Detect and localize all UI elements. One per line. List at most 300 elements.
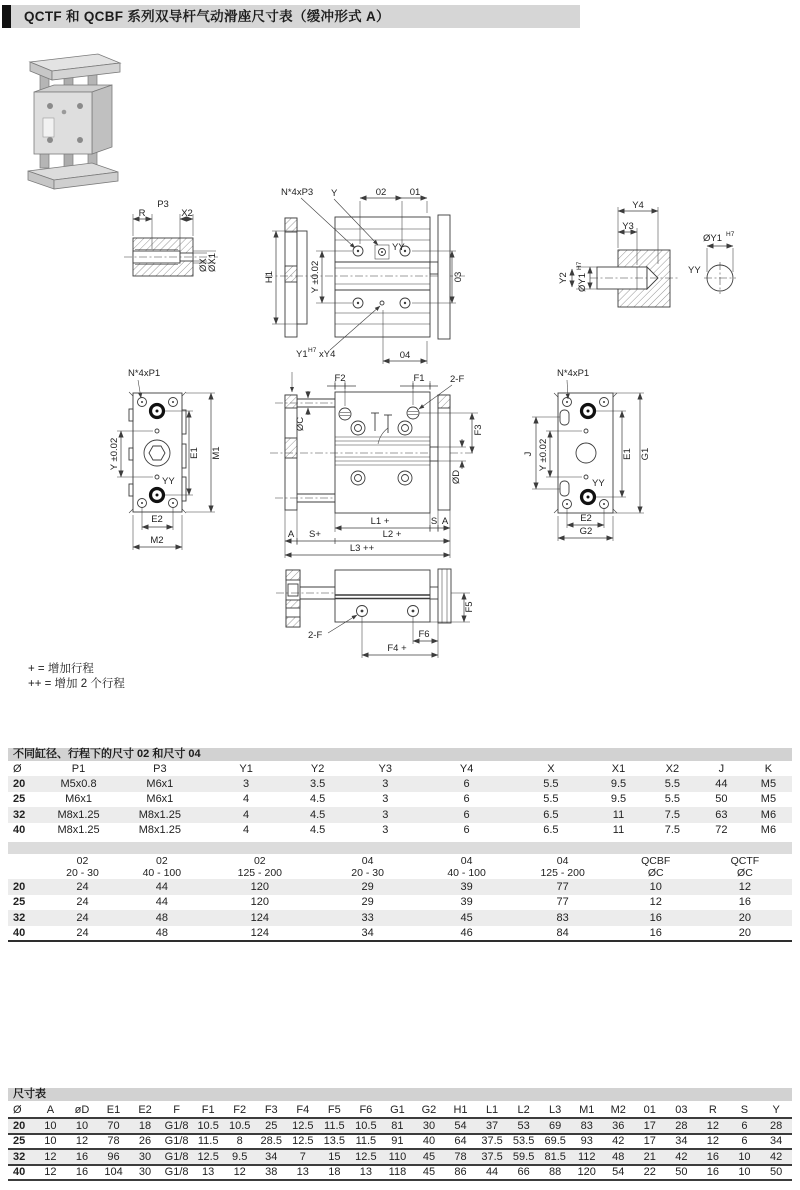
dimension-cell: M6x1 <box>65 793 92 806</box>
dimension-cell: 24 <box>76 896 89 909</box>
column-header: QCBF ØC <box>641 855 671 879</box>
dim-label-dia-x: ØX <box>198 258 209 272</box>
dimension-cell: 44 <box>155 896 168 909</box>
dimension-cell: 12.5 <box>197 1150 219 1163</box>
column-header: P1 <box>71 762 86 775</box>
page-header <box>2 5 580 28</box>
bore-size-cell: 40 <box>13 824 26 837</box>
column-header: Y2 <box>310 762 325 775</box>
table-row <box>8 910 792 926</box>
column-header: A <box>46 1103 55 1116</box>
dimension-cell: 6 <box>741 1119 748 1132</box>
dimension-cell: M8x1.25 <box>57 824 100 837</box>
dimension-cell: 3 <box>382 824 389 837</box>
column-header: K <box>764 762 773 775</box>
dimension-cell: 120 <box>577 1166 596 1179</box>
dimension-cell: 10 <box>44 1119 57 1132</box>
dimension-cell: 7.5 <box>664 824 681 837</box>
dimension-cell: 6 <box>463 824 470 837</box>
dimension-cell: 10 <box>649 880 662 893</box>
dimension-cell: 28.5 <box>260 1135 282 1148</box>
dim-label-e2: E2 <box>580 513 592 524</box>
dimension-cell: 30 <box>138 1166 152 1179</box>
dimension-cell: 10 <box>75 1119 89 1132</box>
dimension-cell: 53 <box>517 1119 530 1132</box>
bore-size-cell: 32 <box>13 1150 26 1163</box>
dimension-cell: 12 <box>706 1135 720 1148</box>
dimension-cell: 22 <box>643 1166 656 1179</box>
dim-label-h1: H1 <box>264 270 275 284</box>
column-header: 04 40 - 100 <box>447 855 486 879</box>
column-header: F2 <box>233 1103 247 1116</box>
dimension-cell: 10 <box>738 1150 751 1163</box>
dimension-cell: 12 <box>706 1119 720 1132</box>
datum-label-yy: YY <box>688 265 701 276</box>
dim-label-a: A <box>441 516 449 527</box>
column-header: Y1 <box>239 762 253 775</box>
bore-size-cell: 25 <box>13 896 26 909</box>
dimension-cell: 91 <box>391 1135 404 1148</box>
dimension-cell: 16 <box>738 896 752 909</box>
dimension-cell: 3 <box>382 777 389 790</box>
dimension-cell: 6 <box>463 793 470 806</box>
dimension-cell: 69.5 <box>544 1135 566 1148</box>
dimension-cell: 53.5 <box>512 1135 535 1148</box>
dimension-cell: M8x1.25 <box>57 808 100 821</box>
dim-label-f4: F4 + <box>387 643 407 654</box>
dimension-cell: 10.5 <box>228 1119 251 1132</box>
column-header: 03 <box>675 1103 688 1116</box>
dimension-cell: 10.5 <box>197 1119 219 1132</box>
dim-label-y-tol: Y ±0.02 <box>310 260 321 294</box>
dimension-cell: 40 <box>422 1135 436 1148</box>
dimension-cell: M6 <box>760 808 777 821</box>
svg-text:H7: H7 <box>576 261 583 270</box>
datum-label-yy: YY <box>162 476 175 487</box>
dimension-cell: 20 <box>738 911 752 924</box>
dim-label-n4xp1: N*4xP1 <box>557 368 590 379</box>
main-dimension-table <box>8 1102 792 1181</box>
side-view <box>276 569 475 658</box>
dimension-cell: 42 <box>675 1150 688 1163</box>
dimension-cell: 12.5 <box>292 1135 314 1148</box>
tolerance-superscript: H7 <box>308 347 317 354</box>
dim-label-a-left: A <box>287 529 295 540</box>
dim-label-y-tol: Y ±0.02 <box>538 438 549 472</box>
column-header <box>8 855 47 879</box>
dimension-cell: 83 <box>556 911 569 924</box>
dim-label-m2: M2 <box>150 535 164 546</box>
dim-label-e2: E2 <box>151 514 163 525</box>
dimension-cell: 6 <box>463 808 470 821</box>
dimension-cell: 11.5 <box>355 1135 377 1148</box>
dimension-cell: 48 <box>155 926 168 939</box>
dim-label-e1: E1 <box>189 447 200 459</box>
dim-label-dia-c: ØC <box>295 416 306 432</box>
dimension-cell: 5.5 <box>664 777 681 790</box>
title-accent-block <box>2 5 11 28</box>
column-header: Y4 <box>459 762 474 775</box>
dimension-cell: 4 <box>243 808 250 821</box>
dimension-cell: 9.5 <box>610 777 627 790</box>
column-header: X <box>547 762 555 775</box>
dim-label-f6: F6 <box>418 629 430 640</box>
dimension-cell: M6x1 <box>146 777 174 790</box>
column-header: QCTF ØC <box>730 855 760 879</box>
dim-label-e1: E1 <box>622 448 633 460</box>
dimension-cell: 45 <box>422 1166 436 1179</box>
dimension-cell: 13 <box>296 1166 309 1179</box>
dimension-cell: 84 <box>556 926 569 939</box>
dimension-cell: 29 <box>361 880 374 893</box>
dimension-cell: 37.5 <box>481 1135 503 1148</box>
dimension-cell: 12.5 <box>292 1119 314 1132</box>
dim-label-dia-y1-top: ØY1 <box>703 233 723 244</box>
dimension-cell: 3 <box>243 777 250 790</box>
dim-label-o1: 01 <box>409 187 421 198</box>
dimension-cell: 44 <box>485 1166 499 1179</box>
datum-label-yy: YY <box>592 478 605 489</box>
dimension-cell: 18 <box>328 1166 341 1179</box>
dimension-cell: 120 <box>250 880 269 893</box>
dimension-cell: 66 <box>517 1166 530 1179</box>
column-header: 02 40 - 100 <box>142 855 182 879</box>
dimension-cell: 5.5 <box>543 793 559 806</box>
column-header: 02 125 - 200 <box>237 855 282 879</box>
page-title: QCTF 和 QCBF 系列双导杆气动滑座尺寸表（缓冲形式 A） <box>11 5 580 28</box>
column-header: F6 <box>359 1103 373 1116</box>
column-header: Y <box>772 1103 780 1116</box>
dimension-cell: 16 <box>75 1150 89 1163</box>
dimension-cell: 44 <box>715 777 728 790</box>
dim-label-dia-y1-left <box>576 261 588 292</box>
dim-label-j: J <box>523 451 534 457</box>
dim-label-f3: F3 <box>473 424 484 436</box>
dimension-cell: 54 <box>454 1119 467 1132</box>
dimension-cell: G1/8 <box>164 1119 189 1132</box>
dimension-cell: M8x1.25 <box>138 808 181 821</box>
dimension-cell: G1/8 <box>164 1166 189 1179</box>
dim-label-2f: 2-F <box>308 630 323 641</box>
dimension-cell: 25 <box>265 1119 278 1132</box>
dimension-cell: 34 <box>769 1135 783 1148</box>
column-header: M2 <box>610 1103 626 1116</box>
dim-label-l1: L1 + <box>370 516 390 527</box>
dim-label-s-plus: S+ <box>309 529 321 540</box>
dimension-cell: 96 <box>107 1150 120 1163</box>
dimension-cell: 63 <box>715 808 728 821</box>
dimension-cell: 70 <box>107 1119 120 1132</box>
dimension-cell: 48 <box>155 911 168 924</box>
dimension-cell: 77 <box>556 880 569 893</box>
dimension-cell: 10 <box>44 1135 57 1148</box>
dim-label-y2: Y2 <box>558 272 569 284</box>
dimension-cell: M6x1 <box>146 793 174 806</box>
dim-label-y1h7xy4: Y1 <box>296 349 308 360</box>
dimension-cell: 37 <box>485 1119 499 1132</box>
dimension-cell: G1/8 <box>164 1135 189 1148</box>
datum-label-yy: YY <box>392 242 405 253</box>
dimension-cell: G1/8 <box>164 1150 189 1163</box>
dimension-cell: 8 <box>236 1135 243 1148</box>
product-photo <box>28 54 120 189</box>
dimension-cell: 10.5 <box>355 1119 377 1132</box>
dimension-cell: 6.5 <box>543 824 559 837</box>
dimension-cell: 83 <box>580 1119 593 1132</box>
dimension-cell: 17 <box>643 1135 656 1148</box>
table-separator-band <box>8 842 792 854</box>
dimension-cell: 12 <box>233 1166 246 1179</box>
dimension-cell: 50 <box>769 1166 783 1179</box>
column-header: X2 <box>665 762 680 775</box>
dimension-cell: 3 <box>382 808 389 821</box>
dimension-cell: 21 <box>643 1150 656 1163</box>
bore-size-cell: 32 <box>13 808 26 821</box>
column-header: E1 <box>106 1103 121 1116</box>
dimension-cell: 42 <box>769 1150 783 1163</box>
stroke-notes <box>28 662 125 692</box>
dimension-cell: 124 <box>250 911 269 924</box>
dim-label-o4: 04 <box>399 350 411 361</box>
dim-label-g1: G1 <box>640 447 651 461</box>
column-header: L1 <box>485 1103 499 1116</box>
dim-label-f2: F2 <box>334 373 346 384</box>
dimension-cell: 4.5 <box>309 824 326 837</box>
dimension-cell: 45 <box>422 1150 436 1163</box>
column-header: P3 <box>153 762 167 775</box>
dimension-cell: 36 <box>612 1119 625 1132</box>
dim-label-y-tol: Y ±0.02 <box>109 437 120 471</box>
dimension-cell: 81 <box>391 1119 404 1132</box>
dimension-cell: 81.5 <box>544 1150 566 1163</box>
column-header: F1 <box>201 1103 215 1116</box>
dimension-cell: 78 <box>454 1150 467 1163</box>
bore-stroke-dimension-table <box>8 761 792 838</box>
dimension-cell: 16 <box>649 926 662 939</box>
bore-size-cell: 40 <box>13 1166 26 1179</box>
bore-size-cell: 32 <box>13 911 26 924</box>
dim-label-xy4: xY4 <box>319 349 336 360</box>
dimension-cell: 9.5 <box>610 793 627 806</box>
dim-label-g2: G2 <box>579 526 593 537</box>
column-header: F <box>173 1103 180 1116</box>
dimension-cell: 42 <box>612 1135 625 1148</box>
right-end-view <box>523 368 651 541</box>
dimension-cell: 5.5 <box>543 777 559 790</box>
dim-label-p3: P3 <box>157 199 169 210</box>
dimension-cell: 64 <box>454 1135 467 1148</box>
dimension-cell: 15 <box>328 1150 341 1163</box>
dimension-cell: 39 <box>460 896 473 909</box>
dim-label-o2: 02 <box>375 187 387 198</box>
column-header: Y3 <box>378 762 392 775</box>
dimension-cell: 54 <box>612 1166 625 1179</box>
dim-label-m1: M1 <box>211 446 222 460</box>
dimension-cell: 59.5 <box>512 1150 535 1163</box>
dimension-cell: 118 <box>388 1166 407 1179</box>
dimension-cell: 20 <box>738 926 752 939</box>
dimension-cell: 93 <box>580 1135 593 1148</box>
dimension-cell: 34 <box>265 1150 278 1163</box>
dimension-cell: 18 <box>138 1119 152 1132</box>
dim-label-y4: Y4 <box>632 200 644 211</box>
column-header: J <box>718 762 725 775</box>
dimension-cell: 24 <box>76 926 89 939</box>
dimension-cell: 110 <box>388 1150 407 1163</box>
column-header: E2 <box>138 1103 152 1116</box>
dimension-cell: M5 <box>760 777 777 790</box>
column-header: H1 <box>453 1103 468 1116</box>
dimension-cell: 11.5 <box>197 1135 219 1148</box>
dimension-cell: 12 <box>44 1166 57 1179</box>
dimension-cell: 11.5 <box>324 1119 345 1132</box>
dimension-cell: 4 <box>243 793 250 806</box>
dim-label-n4xp1: N*4xP1 <box>128 368 161 379</box>
column-header: F3 <box>264 1103 278 1116</box>
dim-label-2f: 2-F <box>450 374 465 385</box>
dim-label-f5: F5 <box>464 601 475 613</box>
pin-section-view <box>558 200 736 307</box>
dim-label-f1: F1 <box>413 373 425 384</box>
column-header: L3 <box>549 1103 562 1116</box>
dimension-cell: 3.5 <box>309 777 326 790</box>
column-header: G1 <box>390 1103 405 1116</box>
column-header: Ø <box>13 762 22 775</box>
dimension-cell: 6 <box>463 777 470 790</box>
dimension-cell: 6.5 <box>543 808 559 821</box>
dimension-cell: 7.5 <box>664 808 681 821</box>
dimension-cell: 120 <box>250 896 269 909</box>
svg-text:ØY1: ØY1 <box>577 272 588 292</box>
dimension-cell: 34 <box>361 926 374 939</box>
dimension-cell: 104 <box>104 1166 123 1179</box>
dimension-cell: 28 <box>675 1119 688 1132</box>
column-header: øD <box>74 1103 90 1116</box>
dimension-cell: 124 <box>250 926 269 939</box>
column-header: L2 <box>517 1103 530 1116</box>
dimension-cell: M6 <box>760 824 777 837</box>
table1-caption: 不同缸径、行程下的尺寸 02 和尺寸 04 <box>8 748 792 761</box>
table-row <box>8 1165 792 1181</box>
column-header: F4 <box>296 1103 310 1116</box>
dimension-cell: 10 <box>738 1166 751 1179</box>
column-header: 01 <box>643 1103 656 1116</box>
table3-caption: 尺寸表 <box>8 1088 792 1101</box>
dimension-cell: 88 <box>549 1166 562 1179</box>
top-view <box>270 372 484 558</box>
front-view <box>264 187 465 364</box>
dimension-cell: 4.5 <box>309 808 326 821</box>
column-header: 04 20 - 30 <box>351 855 384 879</box>
thread-section-detail <box>124 199 218 276</box>
dimension-cell: 50 <box>715 793 728 806</box>
dimension-cell: 11 <box>612 824 625 837</box>
dimension-cell: 46 <box>460 926 473 939</box>
left-end-view <box>109 368 222 550</box>
dimension-cell: 12 <box>738 880 752 893</box>
dim-label-n4xp3: N*4xP3 <box>281 187 314 198</box>
stroke-range-table <box>8 855 792 942</box>
dimension-cell: 33 <box>361 911 374 924</box>
dimension-cell: 9.5 <box>232 1150 248 1163</box>
table-row <box>8 926 792 942</box>
dimension-cell: 13 <box>202 1166 215 1179</box>
bore-size-cell: 25 <box>13 1135 26 1148</box>
dimension-cell: 30 <box>138 1150 152 1163</box>
dimension-cell: 16 <box>706 1150 720 1163</box>
dimension-cell: 7 <box>299 1150 306 1163</box>
dimension-cell: 26 <box>138 1135 152 1148</box>
note-plusplus: ++ = 增加 2 个行程 <box>28 678 125 690</box>
dimension-cell: 5.5 <box>664 793 681 806</box>
dimension-cell: 12 <box>44 1150 57 1163</box>
table-row <box>8 1134 792 1150</box>
column-header: 02 20 - 30 <box>66 855 99 879</box>
dim-label-r: R <box>138 208 146 219</box>
table-row <box>8 879 792 895</box>
note-plus: + = 增加行程 <box>28 663 94 675</box>
dimension-cell: 13 <box>359 1166 372 1179</box>
dimension-cell: 112 <box>577 1150 596 1163</box>
column-header: F5 <box>327 1103 341 1116</box>
dim-label-y: Y <box>331 188 338 199</box>
column-header: X1 <box>611 762 626 775</box>
bore-size-cell: 40 <box>13 926 26 939</box>
dimension-cell: 11 <box>612 808 625 821</box>
table-row <box>8 792 792 808</box>
dimension-cell: 3 <box>382 793 389 806</box>
dim-label-l2: L2 + <box>382 529 402 540</box>
bore-size-cell: 20 <box>13 880 26 893</box>
dimension-cell: 29 <box>361 896 374 909</box>
dimension-cell: 16 <box>75 1166 89 1179</box>
dimension-cell: 45 <box>460 911 473 924</box>
table-row <box>8 895 792 911</box>
table-row <box>8 823 792 839</box>
column-header: G2 <box>421 1103 437 1116</box>
dimension-cell: 13.5 <box>323 1135 346 1148</box>
dimension-cell: 77 <box>556 896 569 909</box>
dimension-cell: 38 <box>265 1166 278 1179</box>
table-row <box>8 1118 792 1134</box>
dimension-cell: 6 <box>741 1135 748 1148</box>
table-row <box>8 776 792 792</box>
column-header: R <box>708 1103 717 1116</box>
dim-label-dia-x1: ØX1 <box>207 252 218 272</box>
dimension-cell: 39 <box>460 880 473 893</box>
dimension-cell: 17 <box>643 1119 656 1132</box>
dimension-cell: 4.5 <box>309 793 326 806</box>
dimension-cell: 4 <box>243 824 250 837</box>
bore-size-cell: 20 <box>13 777 26 790</box>
dimension-cell: 24 <box>76 911 89 924</box>
dimension-cell: 34 <box>675 1135 688 1148</box>
dimension-cell: 50 <box>675 1166 688 1179</box>
column-header: M1 <box>579 1103 595 1116</box>
dimension-cell: 12.5 <box>355 1150 377 1163</box>
dimension-cell: 24 <box>76 880 89 893</box>
dimension-cell: 37.5 <box>481 1150 503 1163</box>
bore-size-cell: 20 <box>13 1119 26 1132</box>
dimension-cell: 30 <box>422 1119 436 1132</box>
tolerance-superscript: H7 <box>726 231 735 238</box>
dim-label-l3: L3 ++ <box>349 543 375 554</box>
dimension-cell: 72 <box>715 824 728 837</box>
dimension-cell: 86 <box>454 1166 467 1179</box>
dimension-cell: 48 <box>612 1150 625 1163</box>
column-header: Ø <box>13 1103 22 1116</box>
dimension-cell: 69 <box>549 1119 562 1132</box>
